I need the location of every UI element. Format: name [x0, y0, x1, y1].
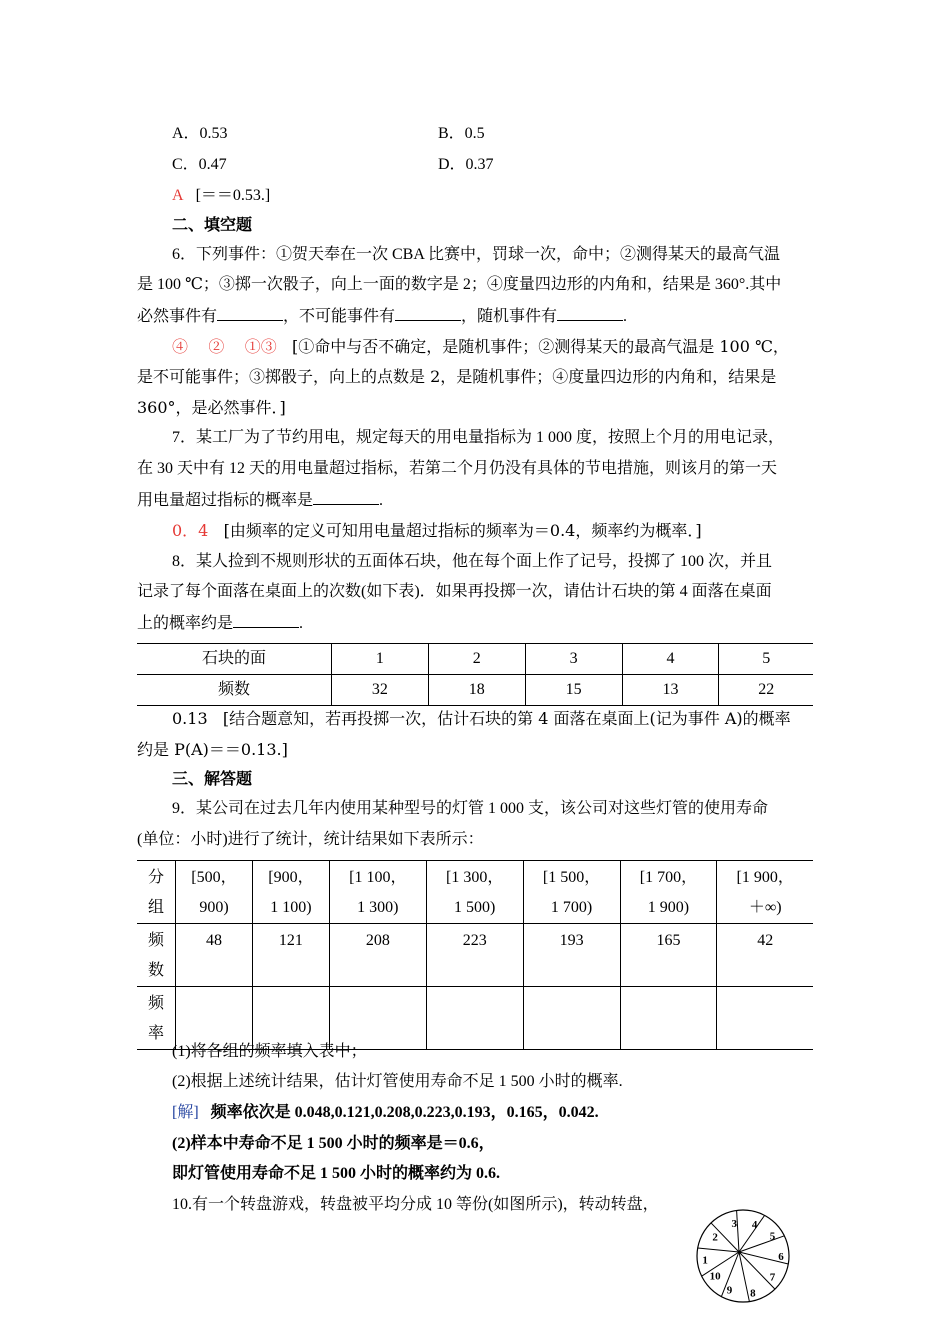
q7-text-end: . — [379, 492, 384, 509]
q5-answer-explanation: [＝＝0.53.] — [195, 187, 271, 204]
q6-text-random: ，随机事件有 — [461, 308, 558, 325]
stone-faces-table — [137, 643, 813, 706]
table-cell: 4 — [622, 644, 719, 675]
option-b: B．0.5 — [438, 125, 485, 142]
q8-answer-line — [172, 709, 791, 729]
spinner-number: 8 — [750, 1287, 756, 1300]
table-cell — [252, 987, 329, 1050]
table-cell: 121 — [252, 924, 329, 987]
q6-explanation-1: [①命中与否不确定，是随机事件；②测得某天的最高气温是 100 ℃， — [292, 337, 789, 356]
spinner-number: 4 — [751, 1219, 758, 1232]
spinner-number: 2 — [712, 1231, 718, 1244]
q8-blank — [233, 613, 299, 628]
q6-line-1: 6．下列事件：①贺天奉在一次 CBA 比赛中，罚球一次，命中；②测得某天的最高气温 — [172, 246, 781, 263]
section-3-title: 三、解答题 — [172, 771, 253, 788]
q8-answer: 0.13 — [172, 709, 208, 728]
q7-line-2: 在 30 天中有 12 天的用电量超过指标，若第二个月仍没有具体的节电措施，则该月的第一天 — [137, 460, 778, 477]
q9-line-2: (单位：小时)进行了统计，统计结果如下表所示： — [137, 831, 484, 848]
q9-solution-1-line — [172, 1103, 599, 1123]
spinner-divider — [739, 1236, 784, 1252]
q6-answer-1: ④ — [172, 337, 189, 356]
q8-line-2: 记录了每个面落在桌面上的次数(如下表)．如果再投掷一次，请估计石块的第 4 面落在桌面 — [137, 583, 772, 600]
table-cell: [1 300， 1 500) — [426, 861, 523, 924]
q6-explanation-3: 360°，是必然事件．] — [137, 398, 286, 417]
q9-solution-3: 即灯管使用寿命不足 1 500 小时的概率约为 0.6. — [172, 1165, 501, 1182]
q5-answer-line — [172, 186, 270, 206]
table-header-row — [137, 644, 813, 675]
option-c: C．0.47 — [172, 156, 227, 173]
table-row — [137, 987, 813, 1050]
table-cell: 32 — [332, 675, 429, 706]
table-cell: 42 — [717, 924, 813, 987]
table-cell: 频 数 — [137, 924, 176, 987]
q6-blank-1 — [217, 306, 283, 321]
q7-line-1: 7．某工厂为了节约用电，规定每天的用电量指标为 1 000 度，按照上个月的用电记录， — [172, 429, 785, 446]
q6-answer-line — [172, 337, 789, 357]
table-row — [137, 924, 813, 987]
table-cell: 1 — [332, 644, 429, 675]
table-cell: [900， 1 100) — [252, 861, 329, 924]
option-d: D．0.37 — [438, 156, 494, 173]
q7-line-3 — [137, 490, 383, 511]
table-cell: 频 率 — [137, 987, 176, 1050]
table-cell: 18 — [428, 675, 525, 706]
q8-explanation-1: [结合题意知，若再投掷一次，估计石块的第 4 面落在桌面上(记为事件 A)的概率 — [222, 709, 791, 728]
q6-explanation-2: 是不可能事件；③掷骰子，向上的点数是 2，是随机事件；④度量四边形的内角和，结果是 — [137, 367, 777, 386]
table-cell: 频数 — [137, 675, 332, 706]
table-cell: 208 — [329, 924, 426, 987]
q6-text-certain: 必然事件有 — [137, 308, 218, 325]
q8-line-3 — [137, 613, 303, 634]
table-cell: [1 900， ＋∞) — [717, 861, 813, 924]
spinner-number: 1 — [702, 1254, 708, 1267]
spinner-divider — [737, 1210, 739, 1252]
table-cell: 石块的面 — [137, 644, 332, 675]
q5-answer-letter: A — [172, 187, 184, 204]
q6-text-end: . — [623, 308, 628, 325]
table-cell: 15 — [525, 675, 622, 706]
table-cell — [426, 987, 523, 1050]
q9-sub-2: (2)根据上述统计结果，估计灯管使用寿命不足 1 500 小时的概率. — [172, 1073, 623, 1090]
option-a: A．0.53 — [172, 125, 228, 142]
table-cell: 165 — [620, 924, 717, 987]
spinner-divider — [739, 1252, 749, 1302]
spinner-number: 10 — [709, 1270, 721, 1283]
table-cell: 分 组 — [137, 861, 176, 924]
table-cell — [717, 987, 813, 1050]
q6-blank-3 — [557, 306, 623, 321]
q7-blank — [313, 490, 379, 505]
q6-line-3 — [137, 306, 627, 327]
q8-text-end: . — [299, 615, 304, 632]
table-cell: [1 700， 1 900) — [620, 861, 717, 924]
table-cell — [329, 987, 426, 1050]
table-cell: 5 — [719, 644, 813, 675]
q6-answer-2: ② — [208, 337, 225, 356]
spinner-number: 6 — [778, 1251, 784, 1263]
q6-line-2: 是 100 ℃；③掷一次骰子，向上一面的数字是 2；④度量四边形的内角和，结果是 360°.其中 — [137, 276, 782, 293]
spinner-number: 5 — [769, 1230, 776, 1243]
q7-explanation: [由频率的定义可知用电量超过指标的频率为＝0.4，频率约为概率．] — [223, 521, 702, 540]
q6-answer-3: ①③ — [244, 337, 277, 356]
q8-text: 上的概率约是 — [137, 615, 234, 632]
spinner-figure — [695, 1208, 791, 1304]
spinner-number: 9 — [726, 1284, 733, 1297]
table-cell: 2 — [428, 644, 525, 675]
table-cell: [500， 900) — [176, 861, 253, 924]
table-cell — [176, 987, 253, 1050]
spinner-divider — [698, 1248, 739, 1252]
q8-line-1: 8．某人捡到不规则形状的五面体石块，他在每个面上作了记号，投掷了 100 次，并且 — [172, 553, 773, 570]
q9-sub-1: (1)将各组的频率填入表中； — [172, 1043, 367, 1060]
table-cell: 13 — [622, 675, 719, 706]
q8-explanation-2: 约是 P(A)＝＝0.13.] — [137, 740, 288, 759]
q9-line-1: 9．某公司在过去几年内使用某种型号的灯管 1 000 支，该公司对这些灯管的使用寿命 — [172, 800, 769, 817]
section-2-title: 二、填空题 — [172, 217, 253, 234]
spinner-number: 7 — [769, 1271, 776, 1284]
q7-text: 用电量超过指标的概率是 — [137, 492, 314, 509]
table-cell: [1 100， 1 300) — [329, 861, 426, 924]
q10-line-1: 10.有一个转盘游戏，转盘被平均分成 10 等份(如图所示)，转动转盘， — [172, 1196, 659, 1213]
table-header-row — [137, 861, 813, 924]
table-row — [137, 675, 813, 706]
table-cell: 22 — [719, 675, 813, 706]
table-cell: 3 — [525, 644, 622, 675]
table-cell: 48 — [176, 924, 253, 987]
table-cell: 223 — [426, 924, 523, 987]
q6-text-impossible: ，不可能事件有 — [283, 308, 396, 325]
solution-label: [解] — [172, 1104, 199, 1121]
q7-answer: 0．4 — [172, 521, 209, 540]
table-cell: 193 — [523, 924, 620, 987]
lamp-lifetime-table — [137, 860, 813, 1050]
q7-answer-line — [172, 521, 702, 541]
table-cell — [523, 987, 620, 1050]
q9-solution-2: (2)样本中寿命不足 1 500 小时的频率是＝0.6， — [172, 1135, 495, 1152]
spinner-number: 3 — [731, 1218, 737, 1231]
table-cell: [1 500， 1 700) — [523, 861, 620, 924]
table-cell — [620, 987, 717, 1050]
q6-blank-2 — [395, 306, 461, 321]
q9-solution-1: 频率依次是 0.048,0.121,0.208,0.223,0.193，0.165，0.042. — [210, 1104, 599, 1121]
